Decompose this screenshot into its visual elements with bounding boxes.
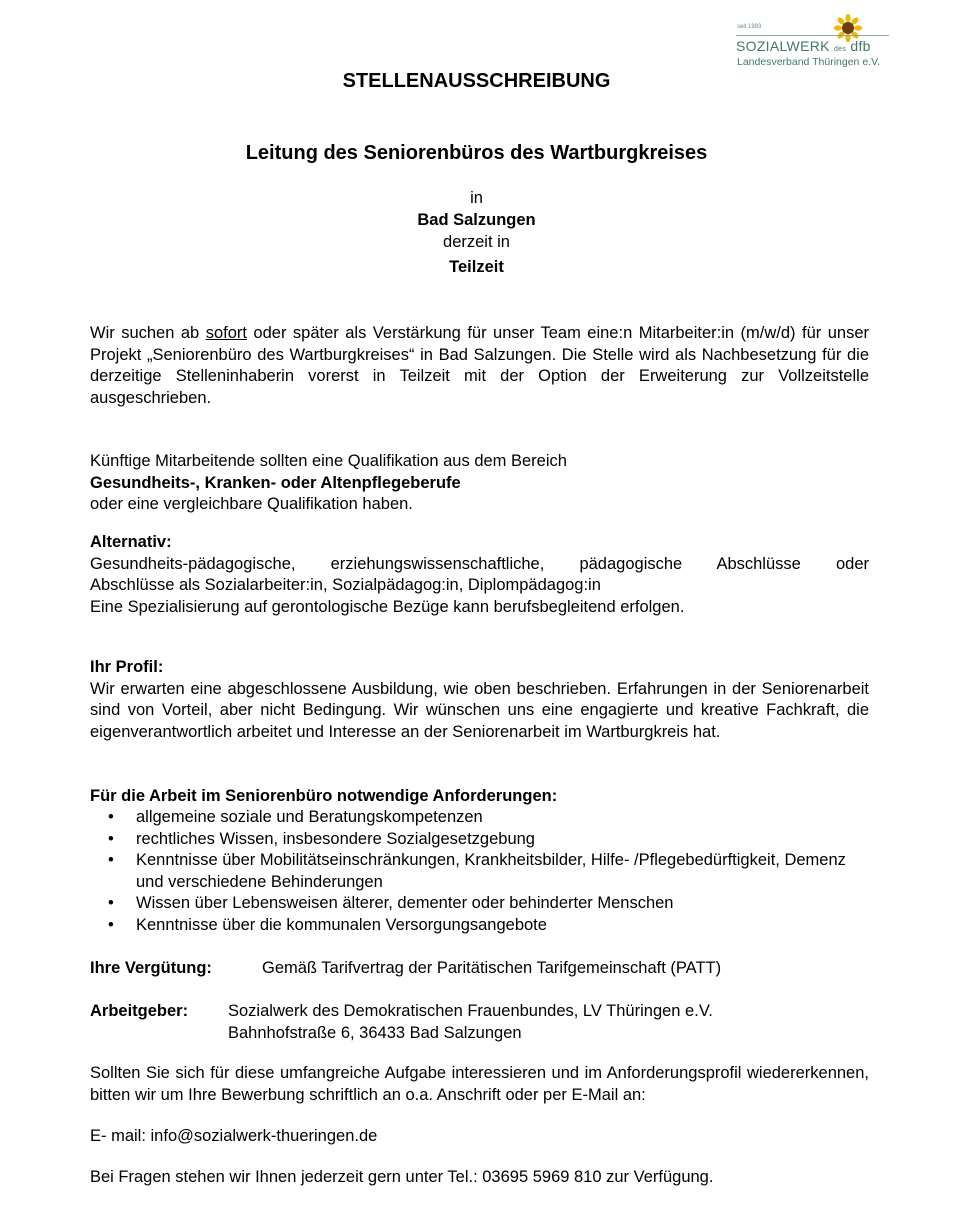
- bullet: •: [108, 915, 114, 934]
- email-row: [90, 1126, 377, 1148]
- list-item: • rechtliches Wissen, insbesondere Sozialgesetzgebung: [90, 829, 869, 851]
- list-item: • Kenntnisse über Mobilitätseinschränkungen, Krankheitsbilder, Hilfe- /Pflegebedürftigkeit, Demenz und verschiedene Behinderungen: [108, 851, 846, 891]
- requirements-heading: Für die Arbeit im Seniorenbüro notwendige Anforderungen:: [90, 787, 558, 805]
- document-title: STELLENAUSSCHREIBUNG: [342, 70, 611, 92]
- requirements-list: [90, 807, 869, 936]
- list-item: • Kenntnisse über die kommunalen Versorgungsangebote: [90, 915, 869, 937]
- employer-street: Bahnhofstraße 6, 36433 Bad Salzungen: [228, 1023, 522, 1042]
- salary-label: Ihre Vergütung:: [90, 959, 212, 977]
- bullet: •: [108, 829, 114, 848]
- qualification-line-1: Künftige Mitarbeitende sollten eine Qualifikation aus dem Bereich: [90, 452, 567, 470]
- location-city: Bad Salzungen: [417, 211, 536, 229]
- list-item: • allgemeine soziale und Beratungskompetenzen: [90, 807, 869, 829]
- bullet: •: [108, 808, 114, 826]
- bullet: •: [108, 851, 114, 869]
- questions-line: Bei Fragen stehen wir Ihnen jederzeit gern unter Tel.: 03695 5969 810 zur Verfügung.: [90, 1168, 714, 1186]
- logo-name: SOZIALWERK des dfb: [736, 38, 871, 54]
- employment-type: Teilzeit: [449, 258, 504, 276]
- email-label: E- mail:: [90, 1127, 151, 1145]
- alternative-line-2: Abschlüsse als Sozialarbeiter:in, Sozialpädagog:in, Diplompädagog:in: [90, 576, 601, 594]
- alternative-heading: Alternativ:: [90, 533, 172, 551]
- profile-heading: Ihr Profil:: [90, 658, 164, 676]
- email-link[interactable]: info@sozialwerk-thueringen.de: [150, 1127, 378, 1145]
- salary-row: [90, 958, 722, 980]
- location-currently: derzeit in: [443, 233, 510, 251]
- alternative-line-1: Gesundheits-pädagogische, erziehungswissenschaftliche, pädagogische Abschlüsse oder: [90, 554, 869, 573]
- alternative-line-3: Eine Spezialisierung auf gerontologische Bezüge kann berufsbegleitend erfolgen.: [90, 597, 685, 616]
- position-title: Leitung des Seniorenbüros des Wartburgkreises: [245, 142, 708, 164]
- logo-since-text: seit 1993: [737, 24, 762, 30]
- location-in: in: [470, 189, 483, 207]
- logo-divider: [736, 35, 889, 36]
- start-date-highlight: sofort: [205, 324, 247, 342]
- application-paragraph: Sollten Sie sich für diese umfangreiche Aufgabe interessieren und im Anforderungsprofil wiedererkennen, bitten wir um Ihre Bewerbung schriftlich an o.a. Anschrift oder per E-Mail an:: [90, 1064, 869, 1104]
- qualification-section: [90, 451, 869, 516]
- employer-name: Sozialwerk des Demokratischen Frauenbundes, LV Thüringen e.V.: [228, 1002, 713, 1020]
- logo-subtitle: Landesverband Thüringen e.V.: [737, 56, 881, 68]
- employer-address: [228, 1001, 713, 1044]
- employer-label: Arbeitgeber:: [90, 1002, 189, 1020]
- alternative-section: [90, 532, 869, 618]
- profile-text: Wir erwarten eine abgeschlossene Ausbildung, wie oben beschrieben. Erfahrungen in der Seniorenarbeit sind von Vorteil, aber nicht Bedingung. Wir wünschen uns eine engagierte und kreative Fachkraft, die eigenverantwortlich arbeitet und Interesse an der Seniorenarbeit im Wartburgkreis hat.: [90, 679, 869, 741]
- intro-paragraph: Wir suchen ab sofort oder später als Verstärkung für unser Team eine:n Mitarbeiter:in (m/w/d) für unser Projekt „Seniorenbüro des Wartburgkreises“ in Bad Salzungen. Die Stelle wird als Nachbesetzung für die derzeitige Stelleninhaberin vorerst in Teilzeit mit der Option der Erweiterung zur Vollzeitstelle ausgeschrieben.: [90, 324, 869, 407]
- salary-value: Gemäß Tarifvertrag der Paritätischen Tarifgemeinschaft (PATT): [262, 959, 722, 977]
- qualification-line-3: oder eine vergleichbare Qualifikation haben.: [90, 495, 413, 513]
- profile-section: [90, 657, 869, 743]
- qualification-line-2: Gesundheits-, Kranken- oder Altenpflegeberufe: [90, 473, 461, 492]
- employer-row: [90, 1001, 188, 1023]
- organization-logo: [736, 14, 896, 74]
- bullet: •: [108, 894, 114, 912]
- list-item: • Wissen über Lebensweisen älterer, dementer oder behinderter Menschen: [90, 893, 869, 915]
